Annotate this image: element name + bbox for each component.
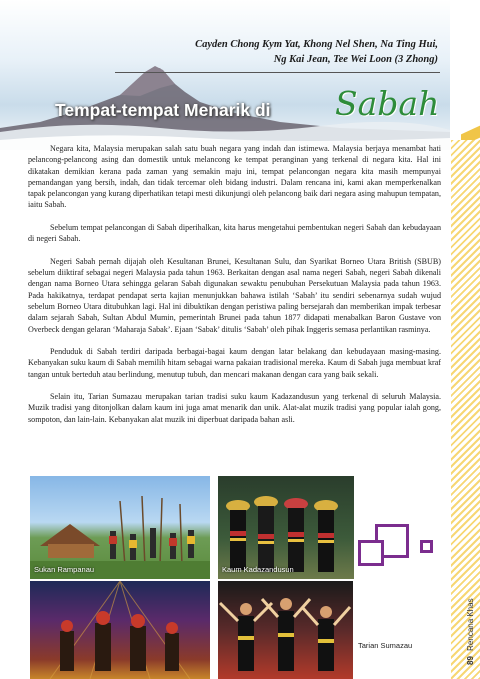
page-footer-label <box>466 598 475 665</box>
photo-sukan-rampanau <box>30 476 210 579</box>
photo-sukan-rampanau-art <box>30 476 210 579</box>
photo-sumazau-art <box>218 581 353 679</box>
caption-kaum-kadazandusun: Kaum Kadazandusun <box>222 565 294 574</box>
header-background <box>0 0 450 150</box>
paragraph-2: Sebelum tempat pelancongan di Sabah diperihalkan, kita harus mengetahui pembentukan negeri Sabah dan kebudayaan di negeri Sabah. <box>28 222 441 244</box>
paragraph-5: Selain itu, Tarian Sumazau merupakan tarian tradisi suku kaum Kadazandusun yang terkenal di seluruh Malaysia. Muzik tradisi yang ditonjolkan dalam kaum ini juga amat menarik dan unik. Alat-alat muzik tradisi yang popular ialah gong, sompoton, dan lain-lain. Kebanyakan alat muzik ini diperbuat daripada bahan asli. <box>28 392 441 424</box>
photo-performance-art <box>30 581 210 679</box>
decor-square-small <box>420 540 433 553</box>
paragraph-4: Penduduk di Sabah terdiri daripada berbagai-bagai kaum dengan latar belakang dan kebudayaan masing-masing. Kebanyakan suku kaum di Sabah memilih hitam sebagai warna pakaian tradisional mereka. Kaum di Sabah juga membuat kraf tangan untuk berteduh atau berlindung, menutup tubuh, dan mencari makanan dengan cara yang baik sekali. <box>28 347 441 379</box>
paragraph-3: Negeri Sabah pernah dijajah oleh Kesultanan Brunei, Kesultanan Sulu, dan Syarikat Borneo Utara British (SBUB) sebelum diiktiraf sebagai negeri Malaysia pada tahun 1963. Berkaitan dengan asal nama negeri Sabah, negeri Sabah dikenali dengan nama Borneo Utara sehingga gelaran Sabah digunakan sewaktu penubuhan Persekutuan Malaysia pada tahun 1963. Pada hakikatnya, terdapat pendapat serta kajian menunjukkan bahawa istilah ‘Sabah’ itu sendiri sebenarnya sudah wujud sebelum Borneo Utara ditubuhkan lagi. Hal ini dibuktikan dengan peristiwa paling bersejarah dan memberikan impak terbesar dalam sejarah Sabah, Sultan Abdul Mumin, pemerintah Brunei pada tahun 1877 didapati menabalkan Baron Gustave von Overbeck dengan gelaran ‘Maharaja Sabak’. Ejaan ‘Sabak’ ditulis ‘Sabah’ oleh pihak Inggeris semasa perlantikan rasminya. <box>28 256 441 334</box>
title-main-text: Tempat-tempat Menarik di <box>55 100 271 120</box>
page-number: 89 <box>466 656 475 665</box>
author-credits <box>138 37 438 67</box>
photo-tarian-sumazau <box>218 581 353 679</box>
author-line-1: Cayden Chong Kym Yat, Khong Nel Shen, Na Ting Hui, <box>195 39 438 50</box>
author-divider <box>115 72 440 73</box>
photo-cultural-performance <box>30 581 210 679</box>
caption-sukan-rampanau: Sukan Rampanau <box>34 565 95 574</box>
title-script-text: Sabah <box>335 84 440 123</box>
section-label: Rencana Khas <box>466 598 475 651</box>
author-line-2: Ng Kai Jean, Tee Wei Loon (3 Zhong) <box>273 54 438 65</box>
mountain-illustration <box>0 0 450 150</box>
decor-square-medium <box>358 540 384 566</box>
photo-kaum-kadazandusun <box>218 476 354 579</box>
article-body <box>28 143 441 436</box>
photo-kadazandusun-art <box>218 476 354 579</box>
caption-tarian-sumazau: Tarian Sumazau <box>358 641 413 650</box>
paragraph-1: Negara kita, Malaysia merupakan salah satu buah negara yang indah dan istimewa. Malaysia berjaya menambat hati pelancong-pelancong asing dan domestik untuk melancong ke tempat peranginan yang terkenal di negara kita. Hal ini dikatakan demikian kerana pada zaman yang semakin maju ini, tempat pelancongan negara kita masih mempunyai pemandangan yang bersih, indah, dan tidak tercemar oleh bidang industri. Dalam rencana ini, kami akan memperkenalkan tapak pelancongan yang kurang diperhatikan tetapi mesti dikunjungi oleh pelancong baik dari negara asing mahupun tempatan, iaitu Sabah. <box>28 144 441 210</box>
